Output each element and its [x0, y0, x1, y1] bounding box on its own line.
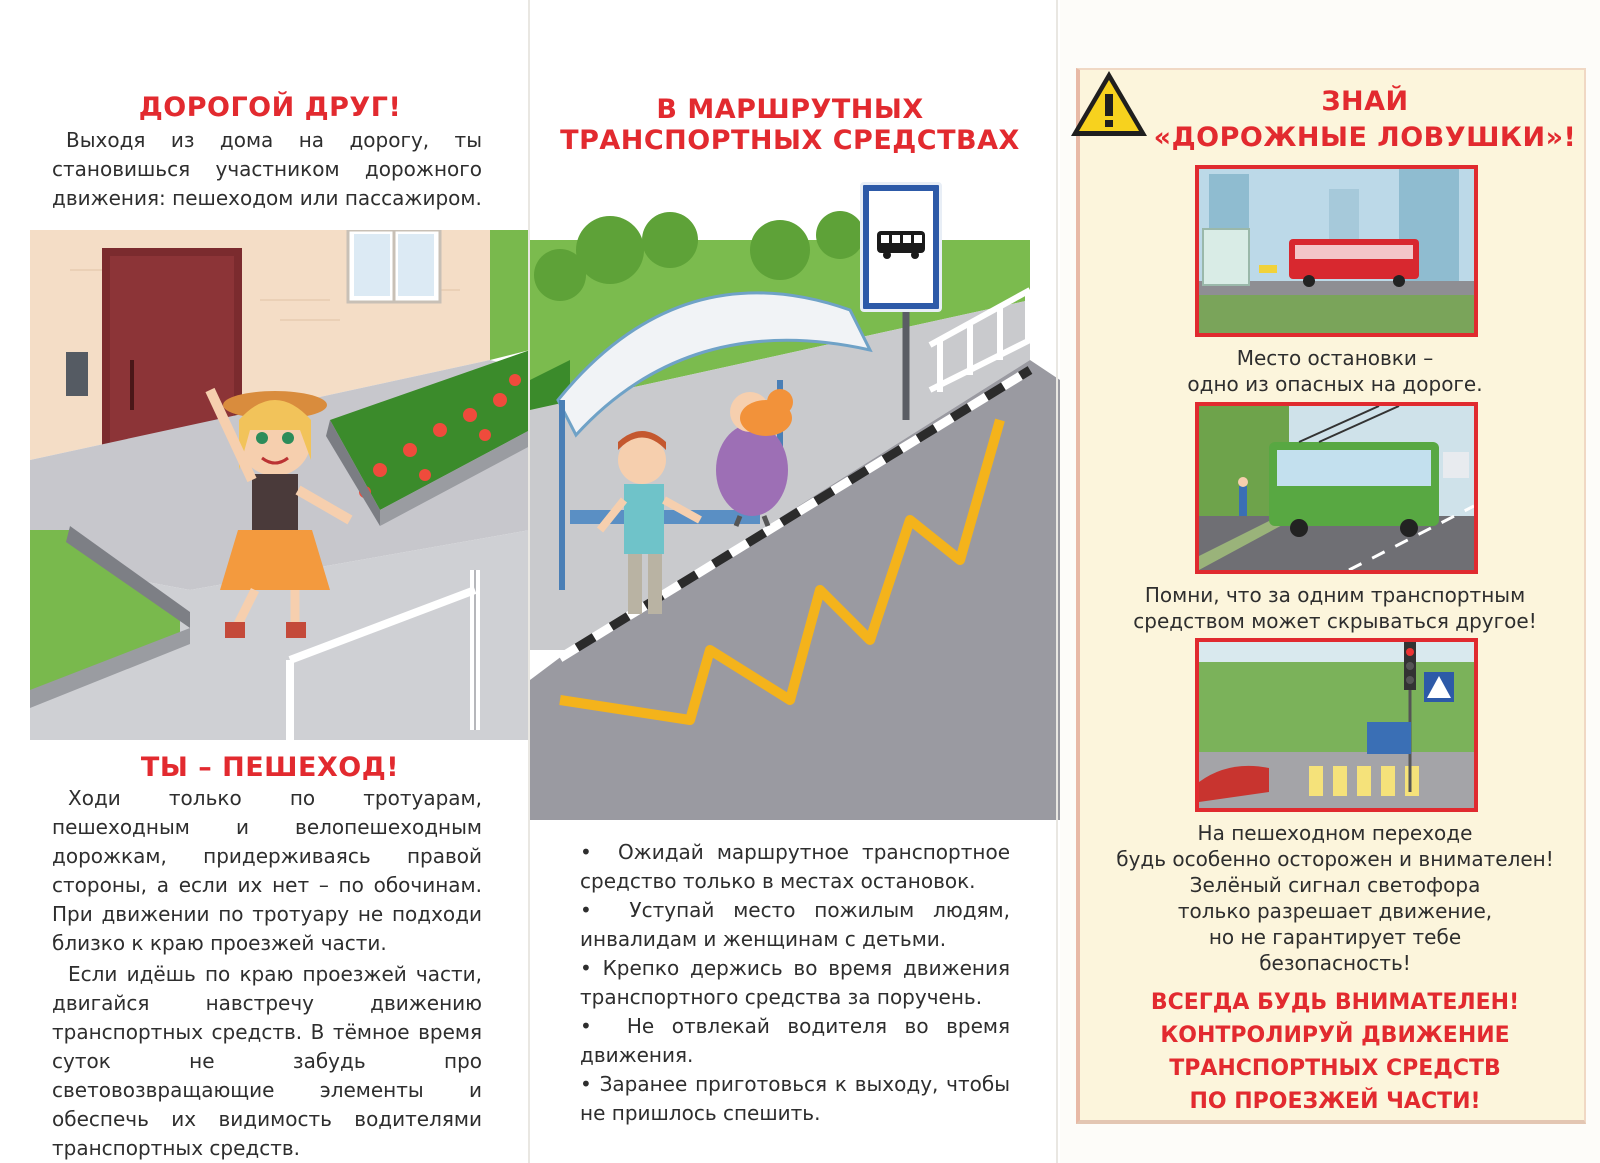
right-title — [1150, 84, 1580, 156]
bullet-1: • Ожидай маршрутное транспортное средство только в местах остановок. — [580, 840, 1010, 893]
middle-title-line2: ТРАНСПОРТНЫХ СРЕДСТВАХ — [560, 125, 1020, 157]
middle-title — [550, 94, 1030, 156]
left-paragraph-1: Ходи только по тротуарам, пешеходным и велопешеходным дорожкам, придерживаясь правой стороны, а если их нет – по обочинам. При движении по тротуару не подходи близко к краю проезжей части. — [52, 786, 482, 955]
left-paragraph-2: Если идёшь по краю проезжей части, двигайся навстречу движению транспортных средств. В тёмное время суток не забудь про световозвращающие элементы и обеспечь их видимость водителями транспортных средств. — [52, 962, 482, 1160]
warning-triangle-icon — [1068, 68, 1150, 140]
traps-frame — [1076, 68, 1586, 1124]
left-intro: Выходя из дома на дорогу, ты становишься участником дорожного движения: пешеходом или пассажиром. — [52, 128, 482, 210]
left-title: ДОРОГОЙ ДРУГ! — [138, 92, 402, 123]
bullet-5: • Заранее приготовься к выходу, чтобы не пришлось спешить. — [580, 1072, 1010, 1125]
right-title-line2: «ДОРОЖНЫЕ ЛОВУШКИ»! — [1153, 122, 1577, 153]
house-illustration — [30, 230, 530, 740]
caption-3: На пешеходном переходе будь особенно осторожен и внимателен! Зелёный сигнал светофора только разрешает движение, но не гарантирует тебе безопасность! — [1116, 821, 1554, 975]
bus-stop-sign-icon — [860, 182, 942, 312]
right-title-line1: ЗНАЙ — [1321, 86, 1409, 117]
caption-2: Помни, что за одним транспортным средством может скрываться другое! — [1133, 583, 1537, 633]
middle-title-line1: В МАРШРУТНЫХ — [656, 94, 924, 125]
bullet-4: • Не отвлекай водителя во время движения. — [580, 1014, 1011, 1067]
left-panel — [0, 0, 530, 1163]
photo-bus-stop — [1195, 165, 1478, 337]
left-section-title: ТЫ – ПЕШЕХОД! — [140, 752, 400, 783]
final-warning: ВСЕГДА БУДЬ ВНИМАТЕЛЕН! КОНТРОЛИРУЙ ДВИЖЕНИЕ ТРАНСПОРТНЫХ СРЕДСТВ ПО ПРОЕЗЖЕЙ ЧАСТИ! — [1150, 990, 1520, 1114]
middle-panel — [530, 0, 1060, 1163]
caption-1: Место остановки – одно из опасных на дороге. — [1187, 346, 1483, 396]
right-panel — [1060, 0, 1600, 1163]
photo-crossing — [1195, 638, 1478, 812]
bullet-3: • Крепко держись во время движения транспортного средства за поручень. — [580, 956, 1011, 1009]
left-body — [52, 784, 482, 1163]
photo-trolleybus — [1195, 402, 1478, 574]
fold-line-2 — [1056, 0, 1058, 1163]
bullet-2: • Уступай место пожилым людям, инвалидам и женщинам с детьми. — [580, 898, 1010, 951]
bus-stop-illustration — [530, 180, 1060, 820]
middle-bullets — [580, 838, 1010, 1128]
